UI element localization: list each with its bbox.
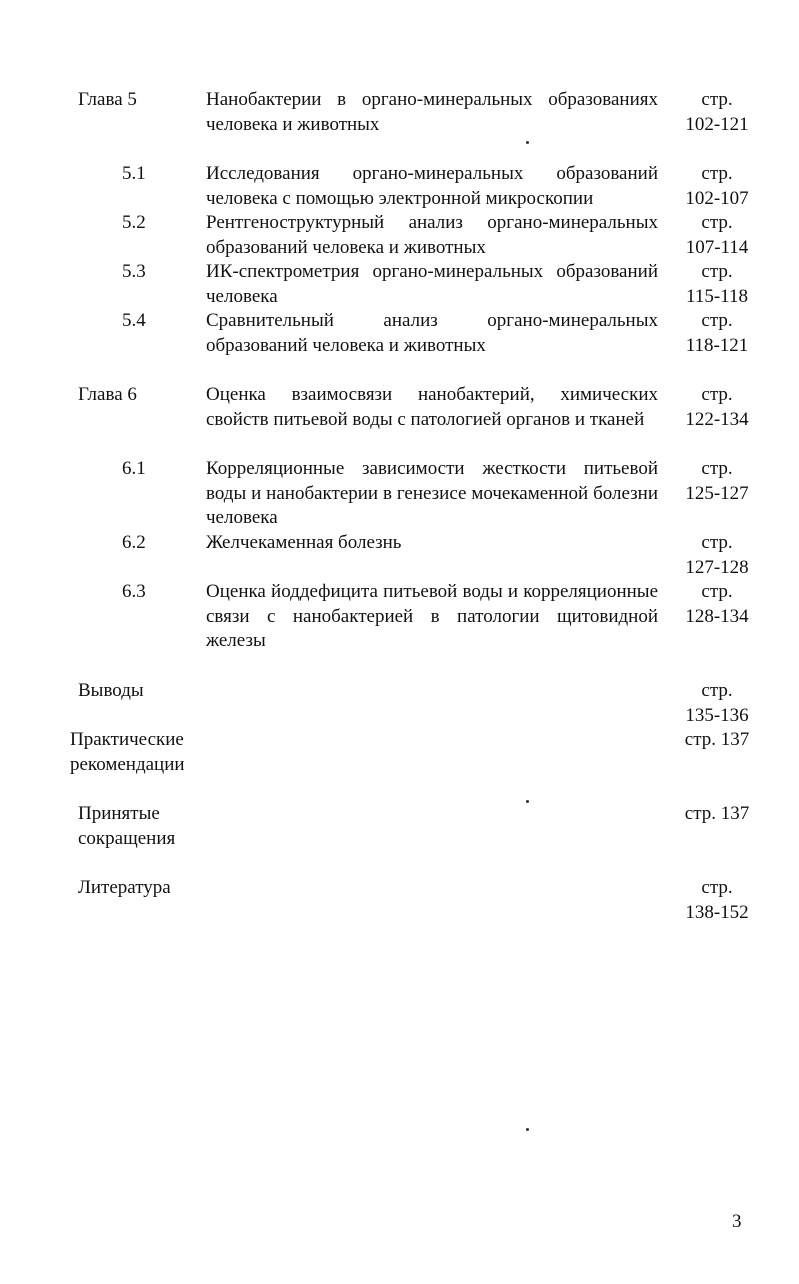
section-title: Корреляционные зависимости жесткости питьевой воды и нанобактерии в генезисе мочекаменной болезни человека (206, 458, 658, 528)
section-number: 5.3 (122, 261, 146, 282)
pages-word: стр. (701, 877, 733, 898)
scan-speck (526, 800, 529, 803)
pages-range: 118-121 (685, 334, 749, 356)
pages-word: стр. (701, 212, 733, 233)
section-number: 5.1 (122, 163, 146, 184)
pages-word: стр. (701, 680, 733, 701)
section-pages (672, 309, 762, 358)
pages-range: 115-118 (686, 285, 748, 307)
section-pages (672, 162, 762, 211)
section-pages (672, 580, 762, 629)
conclusions-pages (672, 679, 762, 728)
section-title: Исследования органо-минеральных образований человека с помощью электронной микроскопии (206, 163, 658, 209)
section-pages (672, 260, 762, 309)
section-number: 5.2 (122, 212, 146, 233)
chapter-pages (672, 88, 762, 137)
chapter-title: Нанобактерии в органо-минеральных образованиях человека и животных (206, 89, 658, 135)
pages-range: 102-107 (685, 187, 749, 209)
section-title: Оценка йоддефицита питьевой воды и корреляционные связи с нанобактерией в патологии щитовидной железы (206, 581, 658, 651)
pages-range: 138-152 (685, 901, 749, 923)
pages-range: 127-128 (685, 556, 749, 578)
pages-word: стр. (701, 458, 733, 479)
chapter-label: Глава 5 (78, 89, 137, 110)
pages-range: 125-127 (685, 482, 749, 504)
pages-word: стр. (701, 163, 733, 184)
section-pages (672, 457, 762, 506)
scan-speck (526, 141, 529, 144)
pages-word: стр. (701, 581, 733, 602)
section-title: ИК-спектрометрия органо-минеральных образований человека (206, 261, 658, 307)
section-title: Сравнительный анализ органо-минеральных образований человека и животных (206, 310, 658, 356)
pages-range: 102-121 (685, 113, 749, 135)
literature-pages (672, 876, 762, 925)
section-number: 5.4 (122, 310, 146, 331)
section-title: Желчекаменная болезнь (206, 532, 402, 553)
pages-range: 135-136 (685, 704, 749, 726)
pages-word: стр. (701, 261, 733, 282)
section-number: 6.1 (122, 458, 146, 479)
section-title: Рентгеноструктурный анализ органо-минеральных образований человека и животных (206, 212, 658, 258)
pages-word: стр. (701, 89, 733, 110)
section-number: 6.3 (122, 581, 146, 602)
pages-range: 122-134 (685, 408, 749, 430)
scan-speck (526, 1128, 529, 1131)
chapter-label: Глава 6 (78, 384, 137, 405)
section-pages (672, 211, 762, 260)
section-pages (672, 531, 762, 580)
pages-word: стр. (701, 532, 733, 553)
pages-range: 128-134 (685, 605, 749, 627)
chapter-title: Оценка взаимосвязи нанобактерий, химических свойств питьевой воды с патологией органов и тканей (206, 384, 658, 430)
page-number: 3 (732, 1211, 742, 1232)
pages-word: стр. (701, 384, 733, 405)
abbreviations-pages: стр. 137 (684, 803, 750, 824)
literature-label: Литература (78, 877, 171, 898)
abbreviations-label: Принятые сокращения (78, 803, 176, 849)
conclusions-label: Выводы (78, 680, 144, 701)
pages-word: стр. (701, 310, 733, 331)
recommendations-pages: стр. 137 (684, 729, 750, 750)
pages-range: 107-114 (685, 236, 749, 258)
chapter-pages (672, 383, 762, 432)
recommendations-label: Практические рекомендации (70, 729, 185, 775)
section-number: 6.2 (122, 532, 146, 553)
